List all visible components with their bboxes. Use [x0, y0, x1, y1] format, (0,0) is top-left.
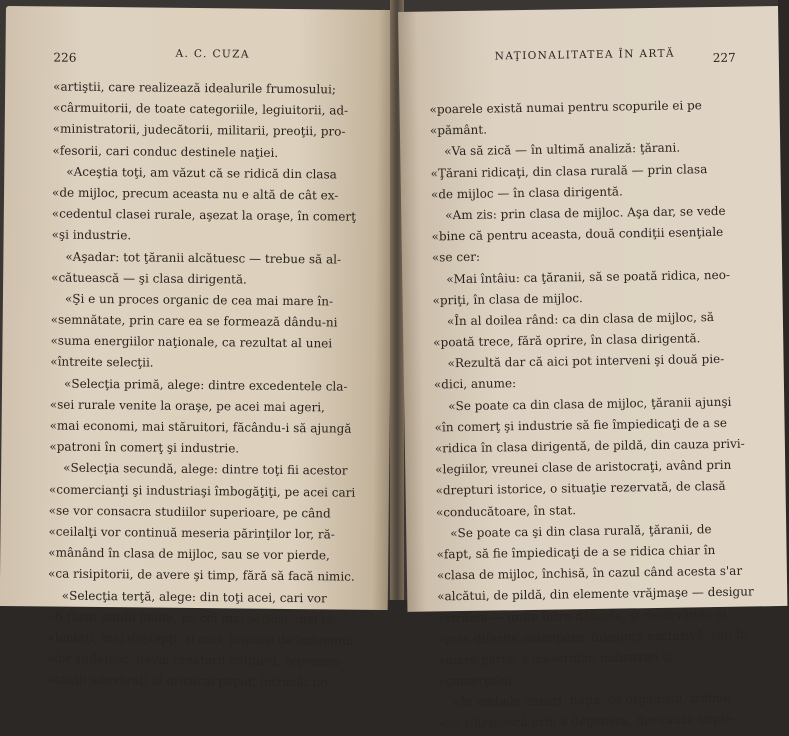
text-line: «Mai întâiu: ca ţăranii, să se poată ridica, neo- [446, 267, 731, 286]
text-line: «mare parte, a meseriilor, industriei şi [438, 649, 673, 668]
text-line: «Am zis: prin clasa de mijloc. Aşa dar, se vede [445, 203, 726, 223]
text-line: «lentaţi, mai deştepţi, şi cari, împinşi de îndemnul [47, 630, 354, 648]
text-line: «poată trece, fără oprire, în clasa dirigentă. [433, 331, 701, 350]
text-line: «comerţului. [438, 673, 516, 689]
page-number: 226 [53, 50, 77, 65]
page-number: 227 [712, 50, 736, 66]
text-line: «şi industrie. [51, 227, 132, 243]
text-line: «tanţii adevăraţi ai oricărui popor, întrucât po- [46, 672, 332, 690]
text-line: «conducătoare, în stat. [435, 502, 577, 519]
text-line: «ministratorii, judecătorii, militarii, preoţii, pro- [52, 121, 346, 139]
text-line: «prin diferite manopere, folosinţa exclusivă, sau în [437, 627, 748, 647]
text-line: «Aşadar: tot ţăranii alcătuesc — trebue să al- [65, 249, 342, 267]
running-head: A. C. CUZA [175, 47, 250, 61]
text-line: «Se poate ca şi din clasa rurală, ţăranii, de [450, 521, 712, 540]
text-line: «ridica în clasa dirigentă, de pildă, din cauza privi- [434, 436, 745, 456]
text-line: «alcătui, de pildă, din elemente vrăjmaşe — desigur [437, 584, 754, 604]
text-line: «drepturi istorice, o situaţie rezervată, de clasă [435, 479, 726, 498]
text-line: «În al doilea rând: ca din clasa de mijloc, să [446, 309, 715, 329]
text-line: «de mijloc, precum aceasta nu e altă de cât ex- [51, 185, 339, 203]
text-line: «Va să zică — în ultimă analiză: ţărani. [444, 140, 681, 159]
text-line: «patroni în comerţ şi industrie. [49, 439, 240, 456]
text-line: «întreite selecţii. [50, 354, 154, 371]
text-line: «fapt, să fie împiedicaţi de a se ridica chiar în [436, 542, 716, 562]
text-line: «ca risipitorii, de avere şi timp, fără să facă nimic. [47, 566, 355, 584]
text-line: «Selecţia primă, alege: dintre excedentele cla- [63, 376, 348, 394]
text-line: «Rezultă dar că aici pot interveni şi două pie- [447, 352, 725, 371]
text-line: «Aceştia toţi, am văzut că se ridică din clasa [66, 164, 337, 182]
text-line: «lor sufletesc, devin creatorii culturei, reprezen- [47, 651, 344, 669]
text-line: «cătuească — şi clasa dirigentă. [51, 270, 247, 287]
left-page [0, 6, 394, 690]
text-line: «în comerţ şi industrie să fie împiedicaţi de a se [434, 415, 728, 435]
text-line: «ceilalţi vor continuă meseria părinţilor lor, ră- [48, 524, 335, 542]
text-line: «priţi, în clasa de mijloc. [432, 290, 583, 308]
text-line: «suma energiilor naţionale, ca rezultat al unei [50, 333, 333, 351]
text-line: «pământ. [429, 122, 488, 138]
text-line: «mânând în clasa de mijloc, sau se vor pierde, [48, 545, 330, 563]
text-line: «bine că pentru aceasta, două condiţii esenţiale [431, 225, 724, 244]
text-line: «de mijloc — în clasa dirigentă. [430, 184, 623, 202]
text-line: «fesorii, cari conduc destinele naţiei. [52, 143, 279, 160]
text-line: «clasa de mijloc, închisă, în cazul când acesta s'ar [436, 563, 743, 583]
text-line: «legiilor, vreunei clase de aristocraţi, având prin [435, 457, 732, 477]
text-line: «Selecţia terţă, alege: din toţi acei, cari vor [61, 588, 327, 605]
text-line: «să sfârşească prin a degenera, din cauza împie- [439, 712, 737, 731]
text-line: «cedentul clasei rurale, aşezat la oraşe, în comerţ [51, 206, 357, 224]
text-line: «Selecţia secundă, alege: dintre toţi fii acestor [63, 460, 348, 478]
text-line: «Se poate ca din clasa de mijloc, ţăranii ajunşi [448, 394, 732, 413]
text-line: «artiştii, care realizează idealurile frumosului; [53, 79, 336, 97]
text-line: «cârmuitorii, de toate categoriile, legiuitorii, ad- [52, 100, 349, 118]
text-line: «comercianţi şi industriaşi îmbogăţiţi, pe acei cari [48, 482, 356, 500]
text-line: «Ţărani ridicaţi, din clasa rurală — prin clasa [430, 161, 708, 181]
text-line: «Şi e un proces organic de cea mai mare în- [64, 291, 334, 309]
text-line: «sei rurale venite la oraşe, pe acei mai ageri, [49, 397, 325, 415]
right-page-text [429, 95, 755, 736]
text-line: «În ambele cazuri, naţia, ca organism, trebue [452, 691, 731, 710]
text-line: «străine — unite între dânsele, şi rezervându-şi, [437, 606, 731, 625]
left-page-text [47, 76, 360, 694]
text-line: «se vor consacra studiilor superioare, pe când [48, 503, 331, 521]
text-line: «fi făcut studii înalte, pe cei mai serioşi, mai ta- [47, 609, 338, 627]
text-line: «se cer: [431, 250, 481, 265]
text-line: «mai economi, mai stăruitori, făcându-i să ajungă [49, 418, 352, 436]
text-line: «dici, anume: [433, 376, 517, 392]
running-head: NAŢIONALITATEA ÎN ARTĂ [494, 47, 676, 63]
right-page [398, 6, 787, 731]
text-line: «poarele există numai pentru scopurile ei pe [429, 98, 702, 117]
text-line: «semnătate, prin care ea se formează dându-ni [50, 312, 338, 330]
